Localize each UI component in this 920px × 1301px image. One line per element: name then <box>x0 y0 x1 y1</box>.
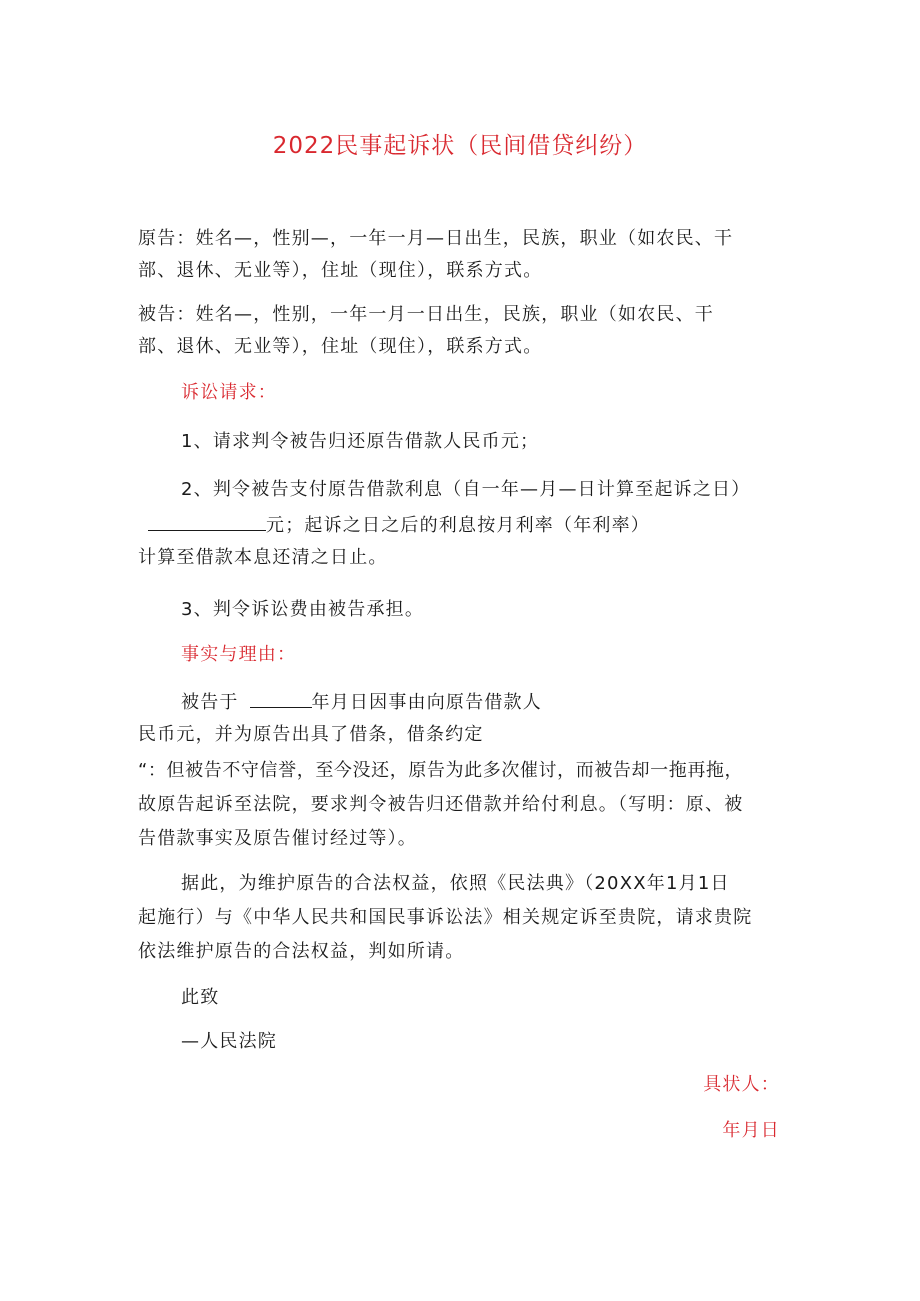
facts-p1-line-3: “：但被告不守信誉，至今没还，原告为此多次催讨，而被告却一拖再拖， <box>138 760 744 781</box>
salutation: 此致 <box>181 987 220 1008</box>
claim-item-3: 3、判令诉讼费由被告承担。 <box>181 599 425 620</box>
court-name: —人民法院 <box>181 1031 277 1052</box>
facts-p1-line-4: 故原告起诉至法院，要求判令被告归还借款并给付利息。（写明：原、被 <box>138 794 744 815</box>
facts-heading: 事实与理由： <box>181 644 297 665</box>
date-label: 年月日 <box>722 1120 780 1141</box>
defendant-line-1: 被告：姓名—，性别，一年一月一日出生，民族，职业（如农民、干 <box>138 304 714 325</box>
date-blank <box>250 689 312 708</box>
facts-p1-line-2: 民币元，并为原告出具了借条，借条约定 <box>138 724 484 745</box>
claim-item-1: 1、请求判令被告归还原告借款人民币元； <box>181 431 540 452</box>
claim-item-2-line-2 <box>148 512 650 538</box>
document-title: 2022民事起诉状（民间借贷纠纷） <box>272 133 648 159</box>
plaintiff-line-1: 原告：姓名—，性别—，一年一月—日出生，民族，职业（如农民、干 <box>138 228 734 249</box>
facts-p2-line-3: 依法维护原告的合法权益，判如所请。 <box>138 941 465 962</box>
facts-p1-line-1 <box>181 689 542 715</box>
claims-heading: 诉讼请求： <box>181 382 277 403</box>
facts-p1-line-5: 告借款事实及原告催讨经过等）。 <box>138 828 417 849</box>
claim-item-2-line-3: 计算至借款本息还清之日止。 <box>138 547 388 568</box>
amount-blank <box>148 512 266 531</box>
plaintiff-line-2: 部、退休、无业等），住址（现住），联系方式。 <box>138 260 543 281</box>
facts-p2-line-2: 起施行）与《中华人民共和国民事诉讼法》相关规定诉至贵院，请求贵院 <box>138 907 753 928</box>
claim-item-2-line-1: 2、判令被告支付原告借款利息（自一年—月—日计算至起诉之日） <box>181 479 751 500</box>
signer-label: 具状人： <box>703 1074 780 1095</box>
facts-p1-line-1-b: 年月日因事由向原告借款人 <box>311 692 542 713</box>
claim-item-2-line-2-text: 元；起诉之日之后的利息按月利率（年利率） <box>266 515 650 536</box>
defendant-line-2: 部、退休、无业等），住址（现住），联系方式。 <box>138 336 543 357</box>
facts-p1-line-1-a: 被告于 <box>181 692 239 713</box>
facts-p2-line-1: 据此，为维护原告的合法权益，依照《民法典》（20XX年1月1日 <box>181 873 730 894</box>
